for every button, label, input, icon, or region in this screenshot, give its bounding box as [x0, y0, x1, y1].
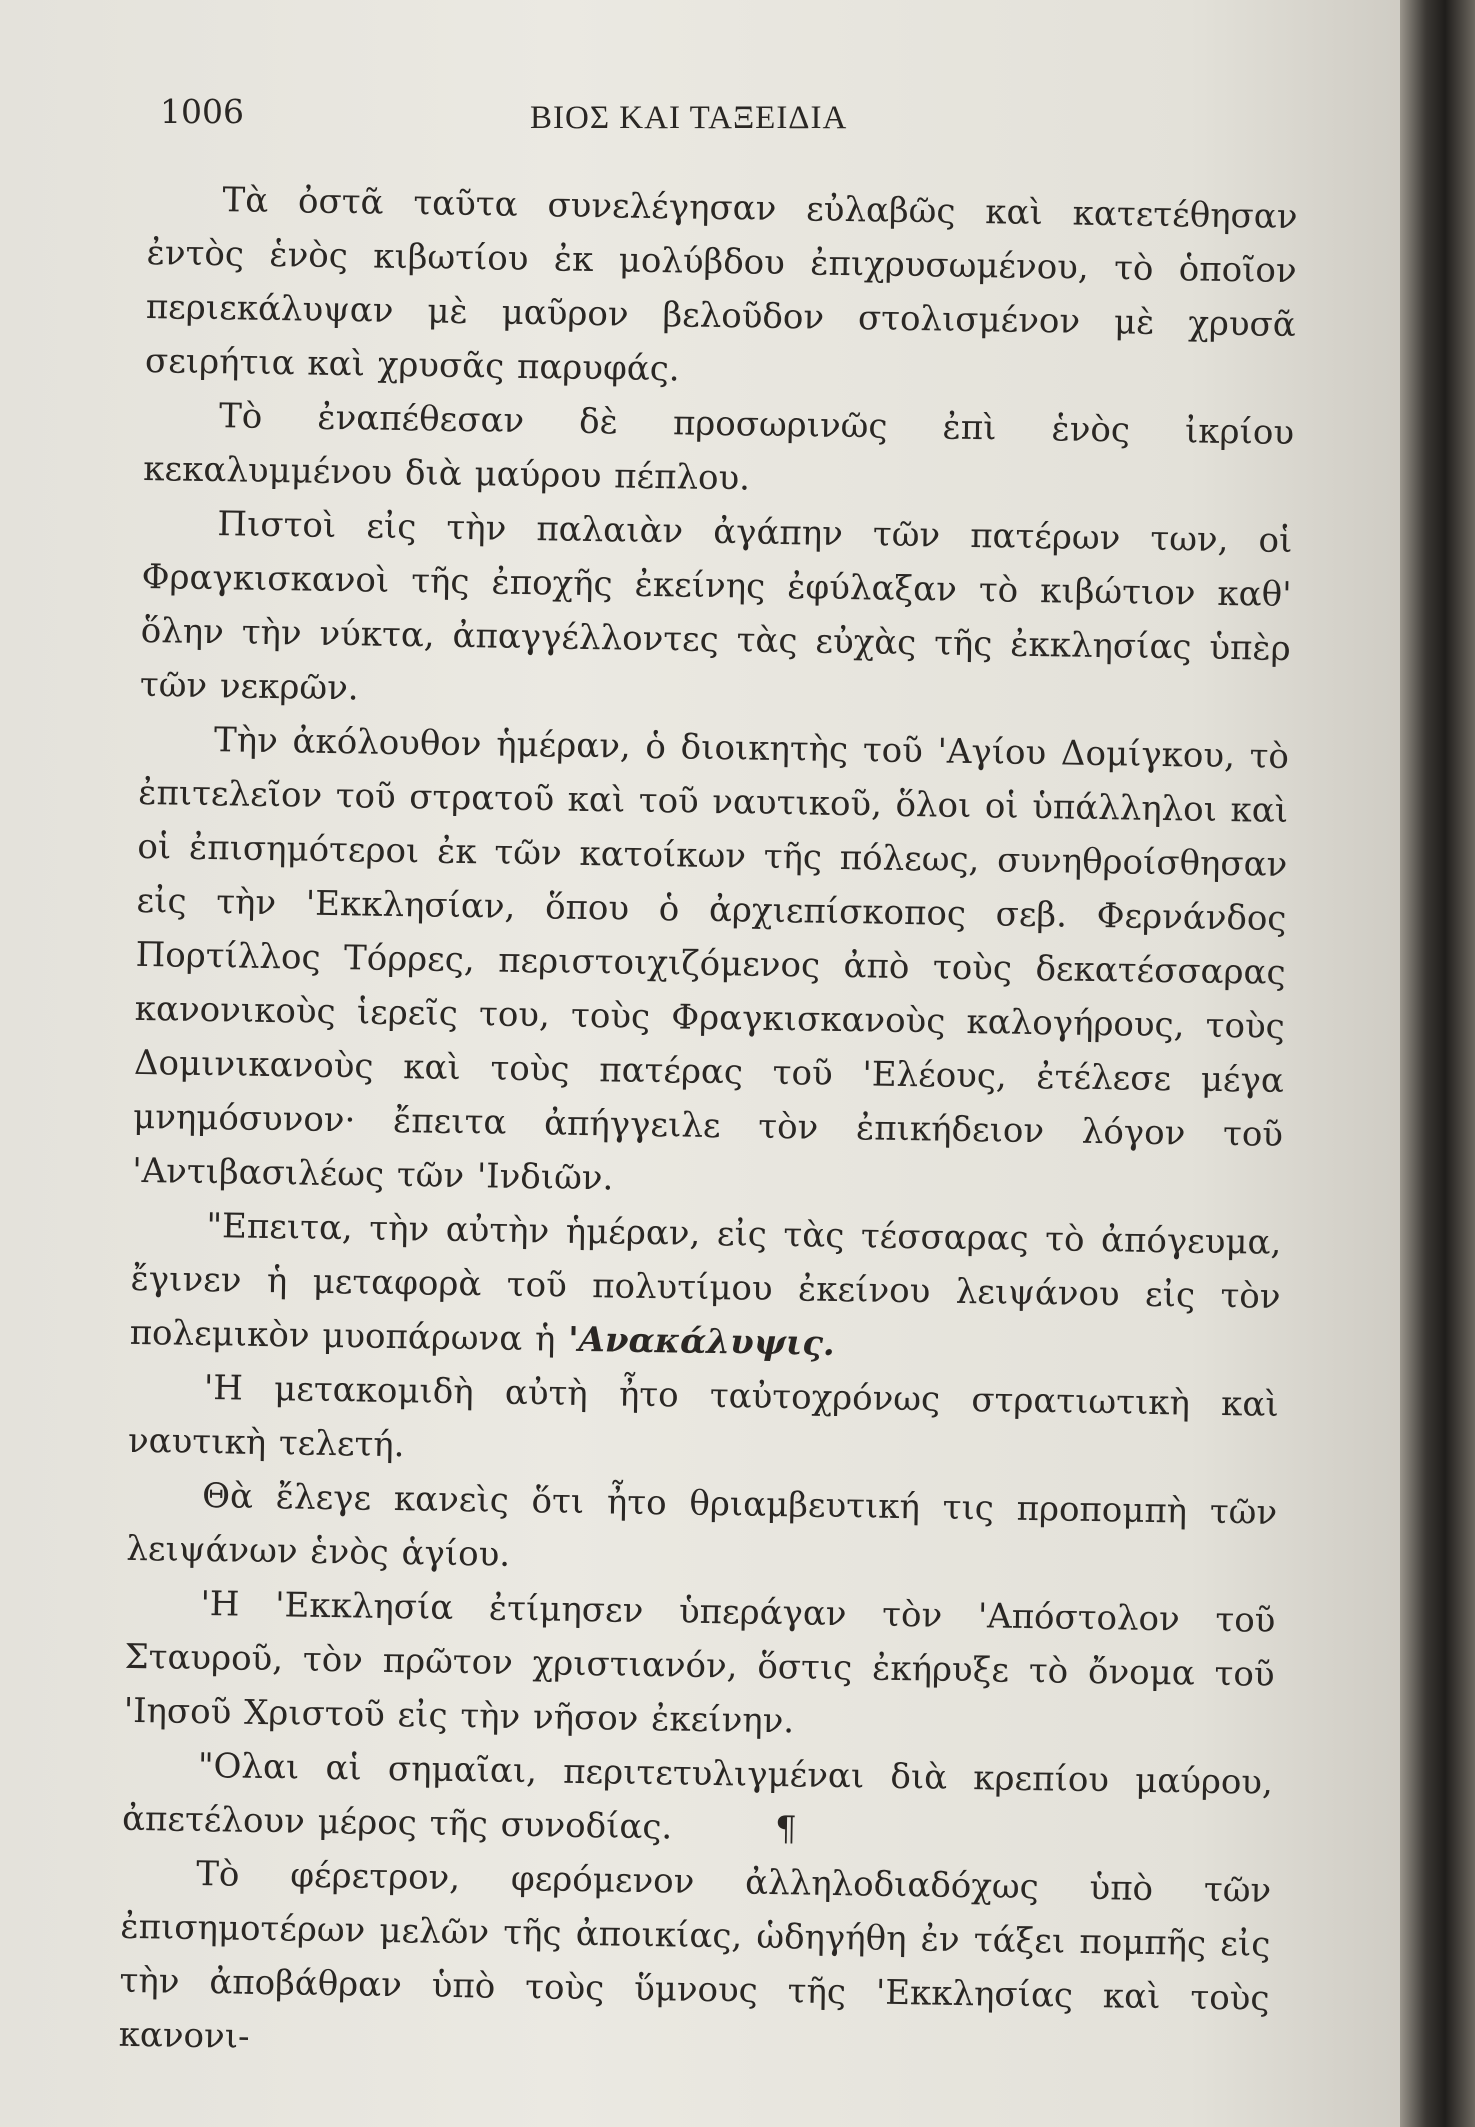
- book-spine: [1400, 0, 1475, 2127]
- margin-mark: ¶: [774, 1809, 798, 1850]
- paragraph-9: [122, 1738, 1274, 1864]
- paragraph-10: Τὸ φέρετρον, φερόμενον ἀλληλοδιαδόχως ὑπὸ τῶν ἐπισημοτέρων μελῶν τῆς ἀποικίας, ὡδηγήθη ἐν τάξει πομπῆς εἰς τὴν ἀποβάθραν ὑπὸ τοὺς ὕμνους τῆς 'Εκκλησίας καὶ τοὺς κανονι-: [118, 1853, 1272, 2057]
- paragraph-3: Πιστοὶ εἰς τὴν παλαιὰν ἀγάπην τῶν πατέρων των, οἱ Φραγκισκανοὶ τῆς ἐποχῆς ἐκείνης ἐφύλαξαν τὸ κιβώτιον καθ' ὅλην τὴν νύκτα, ἀπαγγέλλοντες τὰς εὐχὰς τῆς ἐκκλησίας ὑπὲρ τῶν νεκρῶν.: [139, 504, 1293, 709]
- paragraph-1: Τὰ ὀστᾶ ταῦτα συνελέγησαν εὐλαβῶς καὶ κατετέθησαν ἐντὸς ἑνὸς κιβωτίου ἐκ μολύβδου ἐπιχρυσωμένου, τὸ ὁποῖον περιεκάλυψαν μὲ μαῦρον βελοῦδον στολισμένον μὲ χρυσᾶ σειρήτια καὶ χρυσᾶς παρυφάς.: [144, 180, 1298, 390]
- page-number: 1006: [160, 92, 244, 131]
- paragraph-6: 'Η μετακομιδὴ αὐτὴ ἦτο ταὐτοχρόνως στρατιωτικὴ καὶ ναυτικὴ τελετή.: [127, 1368, 1280, 1466]
- body-text: [118, 172, 1298, 2120]
- running-title: ΒΙΟΣ ΚΑΙ ΤΑΞΕΙΔΙΑ: [530, 100, 848, 136]
- paragraph-9-text: "Ολαι αἱ σημαῖαι, περιτετυλιγμέναι διὰ κρεπίου μαύρου, ἀπετέλουν μέρος τῆς συνοδίας.: [121, 1745, 1274, 1848]
- paragraph-4: Τὴν ἀκόλουθον ἡμέραν, ὁ διοικητὴς τοῦ 'Αγίου Δομίγκου, τὸ ἐπιτελεῖον τοῦ στρατοῦ καὶ τοῦ ναυτικοῦ, ὅλοι οἱ ὑπάλληλοι καὶ οἱ ἐπισημότεροι ἐκ τῶν κατοίκων τῆς πόλεως, συνηθροίσθησαν εἰς τὴν 'Εκκλησίαν, ὅπου ὁ ἀρχιεπίσκοπος σεβ. Φερνάνδος Πορτίλλος Τόρρες, περιστοιχιζόμενος ἀπὸ τοὺς δεκατέσσαρας κανονικοὺς ἱερεῖς του, τοὺς Φραγκισκανοὺς καλογήρους, τοὺς Δομινικανοὺς καὶ τοὺς πατέρας τοῦ 'Ελέους, ἐτέλεσε μέγα μνημόσυνον· ἔπειτα ἀπήγγειλε τὸν ἐπικήδειον λόγον τοῦ 'Αντιβασιλέως τῶν 'Ινδιῶν.: [131, 720, 1290, 1199]
- page-header: [160, 92, 1320, 152]
- ship-name: 'Ανακάλυψις.: [567, 1319, 836, 1364]
- paragraph-2: Τὸ ἐναπέθεσαν δὲ προσωρινῶς ἐπὶ ἑνὸς ἰκρίου κεκαλυμμένου διὰ μαύρου πέπλου.: [143, 396, 1295, 499]
- paragraph-5: [129, 1198, 1281, 1378]
- paragraph-5-text: "Επειτα, τὴν αὐτὴν ἡμέραν, εἰς τὰς τέσσαρας τὸ ἀπόγευμα, ἔγινεν ἡ μεταφορὰ τοῦ πολυτίμου ἐκείνου λειψάνου εἰς τὸν πολεμικὸν μυοπάρωνα ἡ: [129, 1206, 1282, 1360]
- paragraph-8: 'Η 'Εκκλησία ἐτίμησεν ὑπεράγαν τὸν 'Απόστολον τοῦ Σταυροῦ, τὸν πρῶτον χριστιανόν, ὅστις ἐκήρυξε τὸ ὄνομα τοῦ 'Ιησοῦ Χριστοῦ εἰς τὴν νῆσον ἐκείνην.: [123, 1584, 1276, 1742]
- paragraph-7: Θὰ ἔλεγε κανεὶς ὅτι ἦτο θριαμβευτική τις προπομπὴ τῶν λειψάνων ἑνὸς ἁγίου.: [126, 1476, 1278, 1575]
